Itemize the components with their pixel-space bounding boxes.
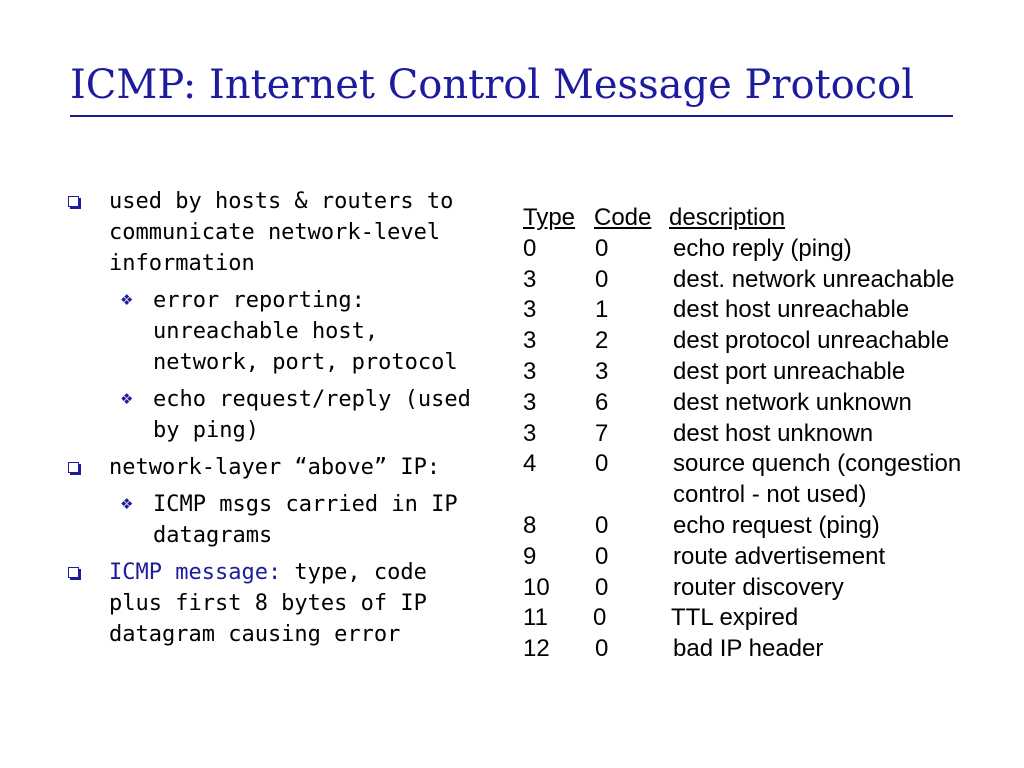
- bullet-text: type, code plus first 8 bytes of IP datagram causing error: [109, 560, 427, 647]
- diamond-bullet-icon: ❖: [120, 495, 134, 513]
- cell-type: 9: [523, 542, 537, 570]
- square-bullet-icon: [68, 462, 79, 473]
- cell-description: route advertisement: [673, 542, 886, 570]
- cell-code: 2: [595, 327, 609, 355]
- cell-description: echo request (ping): [673, 511, 880, 539]
- title-underline: [70, 115, 953, 117]
- subbullet-text: error reporting: unreachable host, network, port, protocol: [153, 288, 458, 375]
- square-bullet-icon: [68, 196, 79, 207]
- bullet-text: network-layer “above” IP:: [109, 455, 441, 480]
- diamond-bullet-icon: ❖: [120, 291, 134, 309]
- cell-code: 0: [595, 635, 609, 663]
- diamond-bullet-icon: ❖: [120, 390, 134, 408]
- cell-type: 3: [523, 419, 537, 447]
- cell-description: dest protocol unreachable: [673, 327, 950, 355]
- cell-code: 0: [595, 511, 609, 539]
- cell-description: TTL expired: [671, 604, 799, 632]
- subbullet-icmp-msgs: [68, 489, 488, 551]
- bullet-hosts-routers: [68, 186, 488, 279]
- subbullet-text: echo request/reply (used by ping): [153, 387, 471, 443]
- cell-description: control - not used): [673, 481, 867, 509]
- bullet-network-layer: [68, 452, 488, 483]
- cell-description: dest host unknown: [673, 419, 874, 447]
- cell-description: router discovery: [673, 573, 844, 601]
- cell-type: 8: [523, 511, 537, 539]
- cell-type: 0: [523, 234, 537, 262]
- cell-code: 3: [595, 357, 609, 385]
- cell-type: 11: [523, 604, 548, 632]
- bullet-icmp-message: [68, 557, 488, 650]
- cell-code: 0: [595, 450, 609, 478]
- cell-description: dest port unreachable: [673, 357, 906, 385]
- cell-code: 0: [593, 604, 607, 632]
- cell-description: echo reply (ping): [673, 234, 852, 262]
- cell-code: 0: [595, 573, 609, 601]
- cell-code: 0: [595, 265, 609, 293]
- cell-code: 1: [595, 296, 609, 324]
- subbullet-error-reporting: [68, 285, 488, 378]
- cell-type: 3: [523, 357, 537, 385]
- cell-type: 4: [523, 450, 537, 478]
- cell-code: 7: [595, 419, 609, 447]
- header-code: Code: [594, 204, 652, 231]
- bullet-text: used by hosts & routers to communicate network-level information: [109, 189, 454, 276]
- cell-description: dest. network unreachable: [673, 265, 955, 293]
- subbullet-text: ICMP msgs carried in IP datagrams: [153, 492, 458, 548]
- cell-code: 0: [595, 234, 609, 262]
- cell-code: 6: [595, 388, 609, 416]
- square-bullet-icon: [68, 567, 79, 578]
- subbullet-echo-request: [68, 384, 488, 446]
- header-description: description: [669, 204, 786, 231]
- bullet-highlight-text: ICMP message:: [109, 560, 282, 585]
- cell-description: dest host unreachable: [673, 296, 910, 324]
- cell-description: bad IP header: [673, 635, 824, 663]
- cell-description: dest network unknown: [673, 388, 912, 416]
- cell-type: 3: [523, 296, 537, 324]
- cell-type: 3: [523, 327, 537, 355]
- slide-title: ICMP: Internet Control Message Protocol: [70, 62, 915, 108]
- cell-description: source quench (congestion: [673, 450, 962, 478]
- cell-code: 0: [595, 542, 609, 570]
- header-type: Type: [523, 204, 576, 231]
- cell-type: 3: [523, 388, 537, 416]
- cell-type: 12: [523, 635, 550, 663]
- bullet-list: [68, 186, 488, 650]
- cell-type: 3: [523, 265, 537, 293]
- cell-type: 10: [523, 573, 550, 601]
